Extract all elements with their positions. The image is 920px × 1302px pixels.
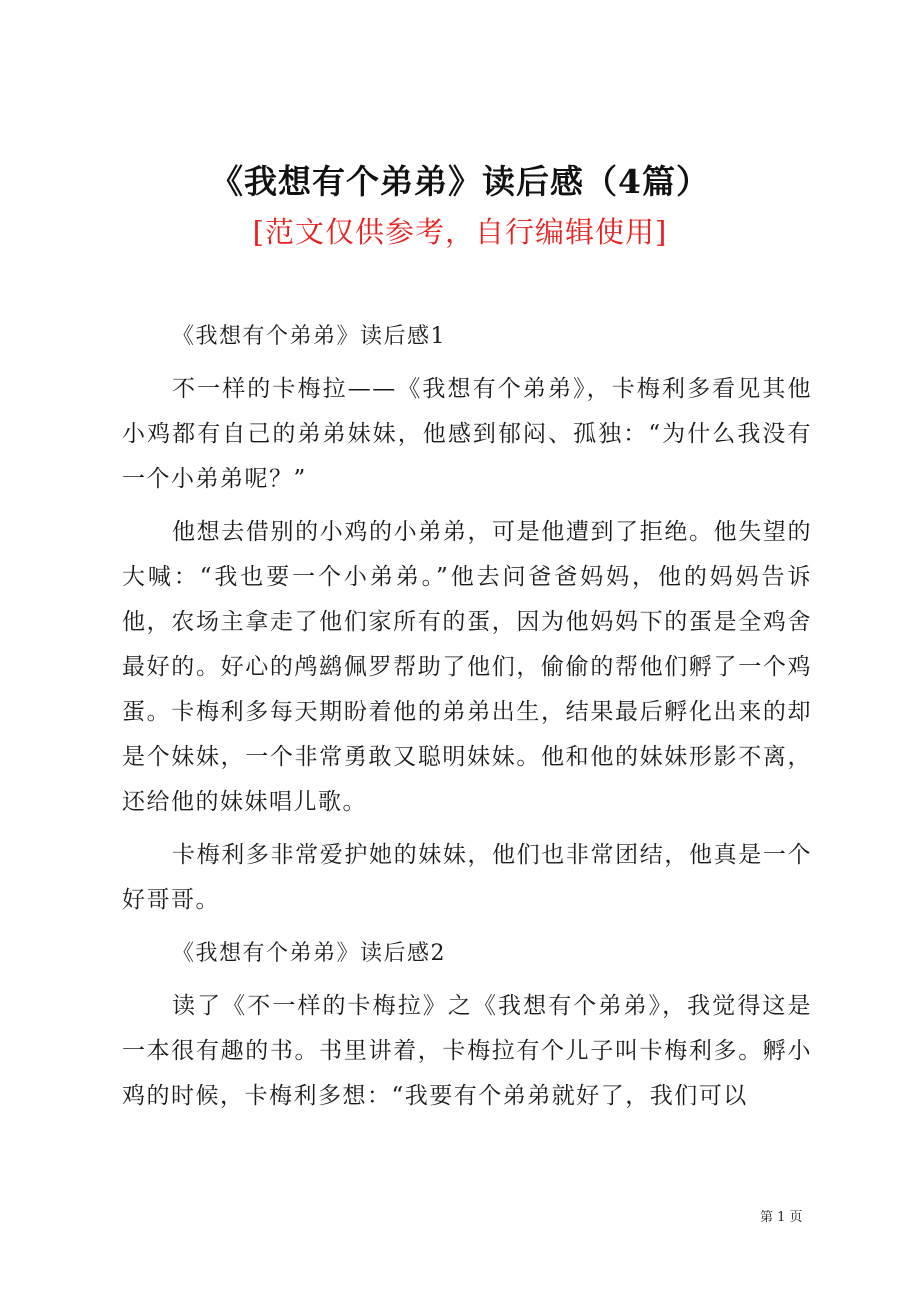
section-heading: 《我想有个弟弟》读后感2 (172, 941, 446, 966)
paragraph: 读了《不一样的卡梅拉》之《我想有个弟弟》，我觉得这是一本很有趣的书。书里讲着，卡梅拉有个儿子叫卡梅利多。孵小鸡的时候，卡梅利多想：“我要有个弟弟就好了，我们可以 (122, 993, 812, 1109)
paragraph: 不一样的卡梅拉——《我想有个弟弟》，卡梅利多看见其他小鸡都有自己的弟弟妹妹，他感到郁闷、孤独：“为什么我没有一个小弟弟呢？” (122, 376, 812, 492)
document-title: 《我想有个弟弟》读后感（4篇） (210, 162, 710, 201)
document-body (122, 314, 812, 1127)
section-heading: 《我想有个弟弟》读后感1 (172, 324, 446, 349)
paragraph: 他想去借别的小鸡的小弟弟，可是他遭到了拒绝。他失望的大喊：“我也要一个小弟弟。”他去问爸爸妈妈，他的妈妈告诉他，农场主拿走了他们家所有的蛋，因为他妈妈下的蛋是全鸡舍最好的。好心的鸬鹚佩罗帮助了他们，偷偷的帮他们孵了一个鸡蛋。卡梅利多每天期盼着他的弟弟出生，结果最后孵化出来的却是个妹妹，一个非常勇敢又聪明妹妹。他和他的妹妹形影不离，还给他的妹妹唱儿歌。 (122, 519, 812, 815)
paragraph: 卡梅利多非常爱护她的妹妹，他们也非常团结，他真是一个好哥哥。 (122, 842, 812, 913)
page-number: 第 1 页 (760, 1210, 803, 1225)
document-subtitle: [范文仅供参考，自行编辑使用] (252, 215, 668, 249)
